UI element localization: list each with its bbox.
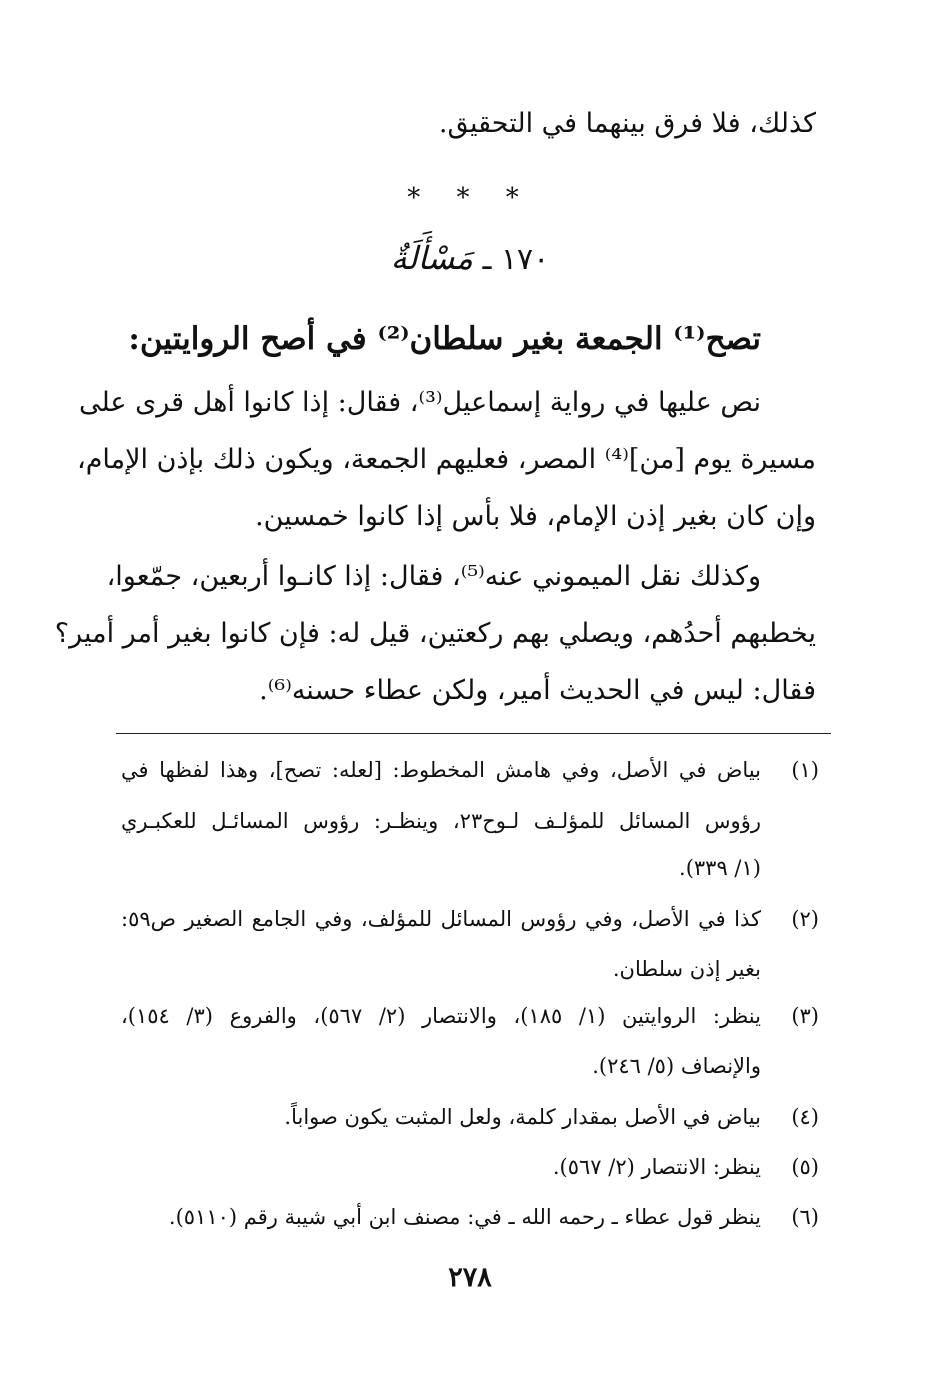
footnote-line: رؤوس المسائل للمؤلـف لـوح٢٣، وينظـر: رؤوس المسائـل للعكبـري (121, 809, 761, 833)
footnote-number: (٥) (791, 1155, 819, 1179)
footnote-number: (٢) (791, 907, 819, 931)
paragraph2-line: فقال: ليس في الحديث أمير، ولكن عطاء حسنه⁽⁶⁾. (259, 675, 816, 706)
footnote-line: بغير إذن سلطان. (612, 957, 761, 981)
top-line: كذلك، فلا فرق بينهما في التحقيق. (438, 108, 816, 139)
section-separator: * * * (407, 183, 533, 213)
issue-title: تصح⁽¹⁾ الجمعة بغير سلطان⁽²⁾ في أصح الروايتين: (128, 321, 761, 357)
footnote-line: ينظر: الانتصار (٢/ ٥٦٧). (552, 1155, 761, 1179)
paragraph1-line: نص عليها في رواية إسماعيل⁽³⁾، فقال: إذا كانوا أهل قرى على (78, 387, 761, 418)
footnote-divider (116, 733, 831, 734)
footnote-line: كذا في الأصل، وفي رؤوس المسائل للمؤلف، وفي الجامع الصغير ص٥٩: (121, 907, 761, 931)
footnote-number: (١) (791, 758, 819, 782)
paragraph2-line: وكذلك نقل الميموني عنه⁽⁵⁾، فقال: إذا كانـوا أربعين، جمّعوا، (106, 561, 761, 592)
paragraph2-line: يخطبهم أحدُهم، ويصلي بهم ركعتين، قيل له: فإن كانوا بغير أمر أمير؟ (54, 618, 816, 649)
footnote-line: والإنصاف (٥/ ٢٤٦). (592, 1054, 761, 1078)
footnote-line: ينظر قول عطاء ـ رحمه الله ـ في: مصنف ابن أبي شيبة رقم (٥١١٠). (168, 1205, 761, 1229)
footnote-line: بياض في الأصل بمقدار كلمة، ولعل المثبت يكون صواباً. (284, 1105, 761, 1129)
footnote-number: (٣) (791, 1004, 819, 1028)
footnote-number: (٤) (791, 1105, 819, 1129)
footnote-line: (١/ ٣٣٩). (679, 856, 761, 880)
paragraph1-line: مسيرة يوم [من]⁽⁴⁾ المصر، فعليهم الجمعة، ويكون ذلك بإذن الإمام، (77, 444, 816, 475)
footnote-number: (٦) (791, 1205, 819, 1229)
page-number: ٢٧٨ (448, 1262, 492, 1293)
issue-heading (330, 236, 610, 282)
issue-word: مَسْأَلَةٌ (390, 239, 474, 277)
paragraph1-line: وإن كان بغير إذن الإمام، فلا بأس إذا كانوا خمسين. (255, 501, 816, 532)
footnote-line: ينظر: الروايتين (١/ ١٨٥)، والانتصار (٢/ ٥٦٧)، والفروع (٣/ ١٥٤)، (121, 1004, 761, 1028)
issue-number: ١٧٠ ـ (482, 242, 550, 277)
footnote-line: بياض في الأصل، وفي هامش المخطوط: [لعله: تصح]، وهذا لفظها في (121, 758, 761, 782)
